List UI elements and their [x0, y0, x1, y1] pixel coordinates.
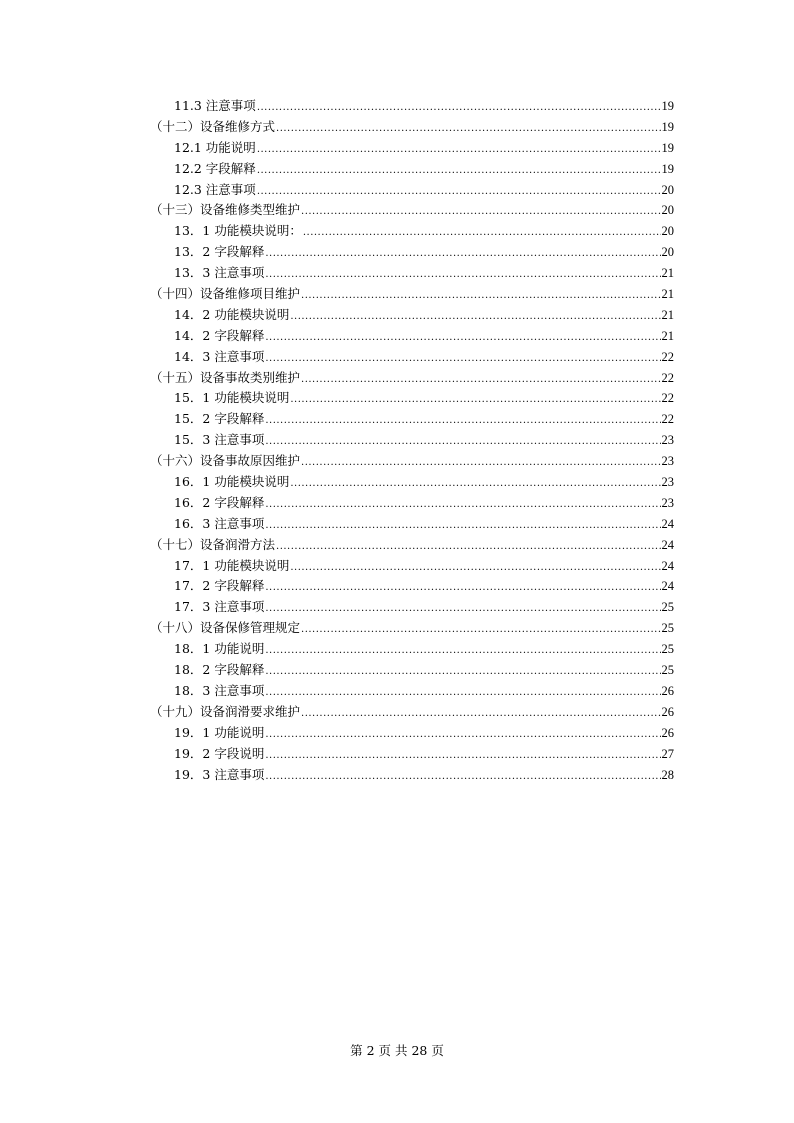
toc-section-entry[interactable]: [150, 284, 674, 305]
toc-entry-label: （十八）设备保修管理规定: [150, 620, 301, 636]
toc-entry-page-number: 20: [661, 182, 674, 197]
toc-dot-leader: [301, 453, 660, 474]
toc-entry-label: 14．2 字段解释: [174, 327, 265, 343]
toc-entry-page-number: 21: [661, 266, 674, 281]
toc-dot-leader: [265, 683, 660, 704]
toc-entry-label: （十九）设备润滑要求维护: [150, 703, 301, 719]
toc-section-entry[interactable]: [150, 451, 674, 472]
toc-subsection-entry[interactable]: [150, 576, 674, 597]
toc-entry-page-number: 28: [661, 767, 674, 782]
toc-dot-leader: [301, 286, 660, 307]
toc-subsection-entry[interactable]: [150, 472, 674, 493]
toc-entry-label: （十四）设备维修项目维护: [150, 286, 301, 302]
toc-dot-leader: [265, 662, 660, 683]
toc-section-entry[interactable]: [150, 535, 674, 556]
toc-entry-page-number: 23: [661, 475, 674, 490]
toc-entry-label: 19．3 注意事项: [174, 766, 265, 782]
toc-dot-leader: [265, 328, 660, 349]
toc-entry-label: 17．1 功能模块说明: [174, 557, 290, 573]
page-footer: 第 2 页 共 28 页: [350, 1043, 444, 1058]
toc-entry-label: 18．3 注意事项: [174, 682, 265, 698]
toc-entry-page-number: 26: [661, 704, 674, 719]
toc-entry-label: 11.3 注意事项: [174, 98, 256, 113]
toc-entry-label: 15．1 功能模块说明: [174, 390, 290, 406]
toc-dot-leader: [301, 370, 660, 391]
toc-subsection-entry[interactable]: [150, 409, 674, 430]
toc-entry-label: 14．3 注意事项: [174, 348, 265, 364]
toc-entry-label: （十五）设备事故类别维护: [150, 369, 301, 385]
toc-dot-leader: [290, 558, 660, 579]
toc-dot-leader: [257, 98, 661, 119]
toc-entry-label: 15．2 字段解释: [174, 411, 265, 427]
toc-subsection-entry[interactable]: [150, 263, 674, 284]
toc-entry-page-number: 23: [661, 454, 674, 469]
toc-dot-leader: [301, 704, 660, 725]
toc-dot-leader: [265, 265, 660, 286]
toc-entry-label: 13．2 字段解释: [174, 244, 265, 260]
toc-subsection-entry[interactable]: [150, 430, 674, 451]
toc-entry-page-number: 26: [661, 725, 674, 740]
toc-subsection-entry[interactable]: [150, 514, 674, 535]
toc-section-entry[interactable]: [150, 200, 674, 221]
toc-entry-label: 12.3 注意事项: [174, 181, 256, 197]
toc-subsection-entry[interactable]: [150, 556, 674, 577]
toc-entry-page-number: 26: [661, 683, 674, 698]
toc-entry-label: 13．1 功能模块说明：: [174, 223, 302, 239]
toc-section-entry[interactable]: [150, 702, 674, 723]
toc-dot-leader: [257, 182, 661, 203]
toc-entry-label: 15．3 注意事项: [174, 432, 265, 448]
toc-entry-page-number: 20: [661, 203, 674, 218]
toc-entry-page-number: 22: [661, 349, 674, 364]
toc-subsection-entry[interactable]: [150, 180, 674, 201]
toc-entry-page-number: 24: [661, 558, 674, 573]
toc-entry-page-number: 23: [661, 495, 674, 510]
toc-dot-leader: [276, 537, 660, 558]
toc-dot-leader: [265, 767, 660, 788]
toc-subsection-entry[interactable]: [150, 159, 674, 180]
toc-entry-page-number: 19: [661, 99, 674, 113]
toc-dot-leader: [257, 161, 661, 182]
toc-entry-page-number: 27: [661, 746, 674, 761]
toc-dot-leader: [265, 641, 660, 662]
table-of-contents: [150, 96, 674, 785]
toc-entry-page-number: 24: [661, 579, 674, 594]
toc-dot-leader: [257, 140, 661, 161]
toc-entry-label: （十三）设备维修类型维护: [150, 202, 301, 218]
toc-entry-label: 14．2 功能模块说明: [174, 306, 290, 322]
toc-subsection-entry[interactable]: [150, 138, 674, 159]
toc-dot-leader: [265, 746, 660, 767]
toc-entry-label: （十七）设备润滑方法: [150, 536, 276, 552]
toc-entry-label: 18．1 功能说明: [174, 641, 265, 657]
toc-dot-leader: [265, 516, 660, 537]
toc-entry-label: 17．3 注意事项: [174, 599, 265, 615]
toc-entry-page-number: 22: [661, 391, 674, 406]
toc-subsection-entry[interactable]: [150, 388, 674, 409]
toc-dot-leader: [301, 202, 660, 223]
toc-subsection-entry[interactable]: [150, 347, 674, 368]
toc-entry-label: 19．2 字段说明: [174, 745, 265, 761]
toc-entry-page-number: 20: [661, 245, 674, 260]
toc-dot-leader: [265, 495, 660, 516]
toc-dot-leader: [265, 244, 660, 265]
toc-subsection-entry[interactable]: [150, 681, 674, 702]
toc-entry-page-number: 23: [661, 433, 674, 448]
toc-dot-leader: [290, 307, 660, 328]
toc-entry-label: 17．2 字段解释: [174, 578, 265, 594]
toc-dot-leader: [265, 725, 660, 746]
toc-entry-label: （十二）设备维修方式: [150, 118, 276, 134]
toc-entry-page-number: 21: [661, 307, 674, 322]
toc-entry-label: 19．1 功能说明: [174, 724, 265, 740]
toc-subsection-entry[interactable]: [150, 493, 674, 514]
toc-entry-label: 16．2 字段解释: [174, 494, 265, 510]
toc-entry-page-number: 22: [661, 370, 674, 385]
toc-section-entry[interactable]: [150, 117, 674, 138]
toc-entry-page-number: 19: [661, 119, 674, 134]
toc-subsection-entry[interactable]: [150, 639, 674, 660]
toc-dot-leader: [301, 620, 660, 641]
toc-entry-label: 12.2 字段解释: [174, 160, 256, 176]
toc-entry-label: 16．3 注意事项: [174, 515, 265, 531]
toc-entry-page-number: 22: [661, 412, 674, 427]
toc-entry-page-number: 24: [661, 537, 674, 552]
toc-dot-leader: [265, 411, 660, 432]
toc-subsection-entry[interactable]: [150, 305, 674, 326]
toc-entry-page-number: 20: [661, 224, 674, 239]
toc-dot-leader: [265, 578, 660, 599]
toc-entry-page-number: 21: [661, 328, 674, 343]
toc-subsection-entry[interactable]: [150, 723, 674, 744]
toc-entry-label: 12.1 功能说明: [174, 139, 256, 155]
toc-entry-page-number: 24: [661, 516, 674, 531]
toc-entry-page-number: 25: [661, 621, 674, 636]
toc-entry-label: 16．1 功能模块说明: [174, 474, 290, 490]
toc-subsection-entry[interactable]: [150, 221, 674, 242]
toc-dot-leader: [265, 349, 660, 370]
toc-dot-leader: [265, 432, 660, 453]
toc-entry-label: 13．3 注意事项: [174, 265, 265, 281]
toc-dot-leader: [303, 223, 661, 244]
toc-subsection-entry[interactable]: [150, 765, 674, 786]
toc-dot-leader: [290, 474, 660, 495]
toc-section-entry[interactable]: [150, 368, 674, 389]
toc-entry-page-number: 25: [661, 642, 674, 657]
toc-entry-page-number: 25: [661, 600, 674, 615]
toc-entry-page-number: 19: [661, 161, 674, 176]
toc-subsection-entry[interactable]: [150, 242, 674, 263]
toc-entry-label: 18．2 字段解释: [174, 662, 265, 678]
toc-entry-page-number: 19: [661, 140, 674, 155]
toc-subsection-entry[interactable]: [150, 96, 674, 117]
toc-subsection-entry[interactable]: [150, 326, 674, 347]
toc-subsection-entry[interactable]: [150, 660, 674, 681]
toc-subsection-entry[interactable]: [150, 744, 674, 765]
toc-entry-page-number: 21: [661, 287, 674, 302]
toc-dot-leader: [290, 390, 660, 411]
toc-subsection-entry[interactable]: [150, 597, 674, 618]
toc-entry-page-number: 25: [661, 663, 674, 678]
toc-dot-leader: [265, 599, 660, 620]
toc-entry-label: （十六）设备事故原因维护: [150, 453, 301, 469]
toc-dot-leader: [276, 119, 660, 140]
toc-section-entry[interactable]: [150, 618, 674, 639]
